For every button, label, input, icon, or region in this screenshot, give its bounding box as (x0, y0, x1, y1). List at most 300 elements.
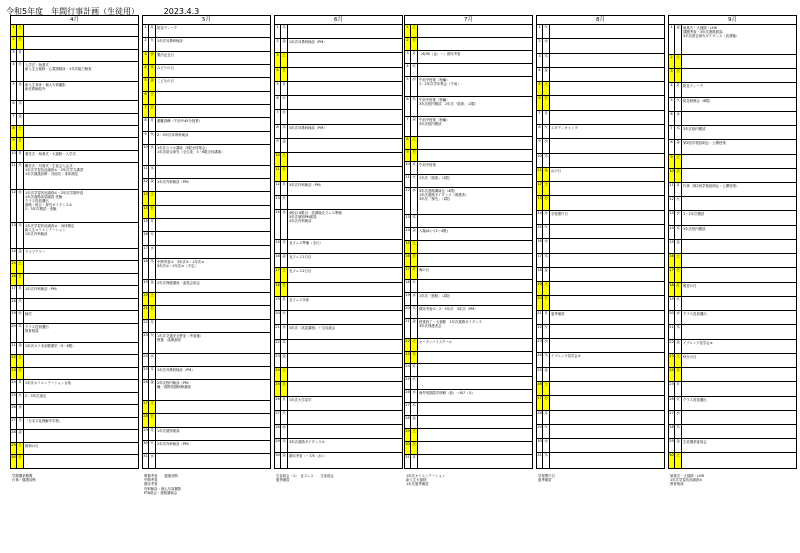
day-row (275, 53, 402, 67)
day-row (537, 453, 664, 467)
event-text (550, 68, 664, 81)
day-row (405, 117, 532, 137)
day-row (405, 175, 532, 188)
day-number: 1 (537, 25, 543, 38)
day-row (405, 455, 532, 468)
weekday: 木 (17, 101, 24, 112)
event-text (550, 154, 664, 167)
day-number: 7 (537, 111, 543, 124)
event-text: 防災ウィーク (683, 84, 704, 89)
day-row (537, 368, 664, 382)
event-text (288, 25, 402, 38)
weekday: 日 (281, 382, 288, 395)
weekday: 土 (149, 401, 156, 413)
event-text (682, 368, 796, 381)
day-number: 17 (11, 286, 17, 297)
day-number: 20 (537, 296, 543, 309)
day-row (275, 182, 402, 196)
day-row (669, 197, 796, 211)
day-row (143, 354, 270, 367)
day-row (11, 114, 138, 126)
event-text: 3年次内科検診（PM） (289, 182, 324, 187)
day-number: 7 (143, 105, 149, 117)
day-number: 12 (143, 179, 149, 191)
day-row (143, 259, 270, 280)
weekday: 土 (675, 55, 682, 68)
day-row (11, 368, 138, 380)
day-row (275, 139, 402, 153)
day-row (143, 414, 270, 427)
day-number: 10 (405, 162, 411, 174)
day-number: 8 (405, 137, 411, 149)
day-number: 2 (537, 39, 543, 52)
weekday: 木 (675, 325, 682, 338)
day-row (405, 228, 532, 241)
weekday: 木 (281, 340, 288, 353)
day-number: 15 (669, 240, 675, 253)
day-number: 26 (11, 405, 17, 416)
weekday: 木 (281, 240, 288, 253)
weekday: 月 (543, 311, 550, 324)
day-number: 23 (669, 354, 675, 367)
event-text (682, 55, 796, 68)
day-row (11, 380, 138, 392)
event-text: 中間考査① 3年次①・1年次② 3年次①・2年次②（予定） (157, 259, 205, 268)
weekday: 水 (281, 110, 288, 123)
day-number: 4 (537, 68, 543, 81)
day-row (143, 246, 270, 259)
weekday: 木 (543, 254, 550, 267)
event-text (418, 403, 532, 415)
weekday: 土 (149, 192, 156, 204)
event-text (418, 352, 532, 364)
weekday: 月 (543, 411, 550, 424)
weekday: 月 (17, 286, 24, 297)
day-row (669, 126, 796, 140)
day-number: 3 (275, 53, 281, 66)
weekday: 金 (281, 354, 288, 367)
day-number: 21 (669, 325, 675, 338)
day-number: 11 (405, 175, 411, 187)
weekday: 木 (411, 403, 418, 415)
event-text (550, 239, 664, 252)
weekday: 水 (543, 439, 550, 452)
weekday: 金 (17, 249, 24, 260)
event-text (288, 167, 402, 180)
day-number: 18 (537, 268, 543, 281)
event-text: 1年次交通安全教室（考査後） 教養 成績説明 (157, 333, 204, 342)
weekday: 水 (17, 190, 24, 222)
day-number: 16 (275, 254, 281, 267)
day-number: 27 (143, 401, 149, 413)
day-row (669, 268, 796, 282)
weekday: 水 (149, 52, 156, 64)
day-number: 15 (11, 261, 17, 272)
day-number: 6 (275, 96, 281, 109)
month-column (142, 15, 271, 469)
day-row (275, 240, 402, 254)
day-row (11, 50, 138, 62)
day-number: 25 (405, 377, 411, 389)
day-number: 11 (275, 167, 281, 180)
event-text (288, 411, 402, 424)
event-text (156, 414, 270, 426)
day-number: 29 (405, 429, 411, 441)
day-number: 7 (275, 110, 281, 123)
day-number: 29 (669, 439, 675, 452)
day-number: 15 (143, 219, 149, 231)
event-text (156, 246, 270, 258)
day-row (669, 311, 796, 325)
day-row (11, 443, 138, 455)
day-number: 28 (405, 416, 411, 428)
weekday: 金 (543, 268, 550, 281)
weekday: 月 (149, 320, 156, 332)
day-number: 15 (405, 241, 411, 253)
event-text: スタディキャンプ (551, 125, 578, 130)
day-row (11, 163, 138, 189)
day-row (275, 96, 402, 110)
weekday: 水 (411, 77, 418, 96)
weekday: 日 (17, 274, 24, 285)
day-row (143, 380, 270, 401)
day-row (143, 65, 270, 78)
weekday: 金 (543, 168, 550, 181)
event-text: 2年次保健講座・委員会総会 (157, 280, 200, 285)
day-number: 11 (11, 163, 17, 188)
weekday: 日 (543, 296, 550, 309)
weekday: 月 (149, 428, 156, 440)
day-number: 16 (143, 232, 149, 244)
event-text: 期末考査（～7/5（水）） (289, 454, 327, 459)
day-row (537, 425, 664, 439)
day-number: 24 (11, 380, 17, 391)
day-row (537, 382, 664, 396)
event-text (288, 153, 402, 166)
day-row (275, 254, 402, 268)
event-text (156, 219, 270, 231)
event-text (156, 320, 270, 332)
day-row (537, 68, 664, 82)
event-text (682, 325, 796, 338)
weekday: 土 (675, 155, 682, 168)
day-row (275, 39, 402, 53)
day-row (669, 140, 796, 154)
weekday: 木 (675, 126, 682, 139)
weekday: 火 (281, 96, 288, 109)
day-number: 22 (405, 339, 411, 351)
day-row (537, 154, 664, 168)
weekday: 日 (17, 455, 24, 467)
day-number: 25 (11, 393, 17, 404)
day-row (11, 355, 138, 367)
event-text: 海の日 (419, 268, 430, 273)
day-row (405, 403, 532, 416)
day-number: 21 (405, 319, 411, 338)
weekday: 木 (411, 306, 418, 318)
event-text (682, 453, 796, 467)
day-number: 13 (11, 223, 17, 248)
day-number: 28 (537, 411, 543, 424)
event-text (550, 268, 664, 281)
event-text (550, 396, 664, 409)
day-number: 12 (669, 197, 675, 210)
weekday: 日 (411, 38, 418, 50)
day-number: 17 (537, 254, 543, 267)
day-number: 20 (669, 311, 675, 324)
weekday: 火 (411, 175, 418, 187)
event-text (24, 355, 138, 366)
weekday: 日 (543, 96, 550, 109)
month-column (536, 15, 665, 469)
day-number: 2 (11, 37, 17, 48)
weekday: 木 (17, 223, 24, 248)
day-row (669, 55, 796, 69)
day-number: 19 (537, 282, 543, 295)
day-row (143, 166, 270, 179)
day-number: 23 (537, 339, 543, 352)
day-number: 24 (669, 368, 675, 381)
day-row (537, 39, 664, 53)
weekday: 火 (17, 299, 24, 310)
event-text (550, 368, 664, 381)
day-number: 25 (537, 368, 543, 381)
event-text (288, 354, 402, 367)
day-number: 3 (537, 54, 543, 67)
event-text (288, 196, 402, 209)
event-text (418, 364, 532, 376)
day-number: 9 (669, 155, 675, 168)
day-number: 4 (405, 64, 411, 76)
day-row (275, 153, 402, 167)
weekday: 土 (17, 126, 24, 137)
day-row (275, 439, 402, 453)
day-number: 20 (143, 293, 149, 305)
day-row (669, 283, 796, 297)
day-number: 30 (11, 455, 17, 467)
weekday: 火 (17, 62, 24, 80)
day-number: 4 (11, 62, 17, 80)
day-number: 4 (143, 65, 149, 77)
day-row (669, 453, 796, 467)
event-text (550, 411, 664, 424)
event-text (156, 92, 270, 104)
event-text (24, 261, 138, 272)
weekday: 水 (17, 405, 24, 416)
weekday: 月 (411, 162, 418, 174)
day-number: 9 (143, 132, 149, 144)
month-column (274, 15, 403, 469)
weekday: 日 (675, 268, 682, 281)
day-number: 5 (537, 82, 543, 95)
day-number: 8 (11, 126, 17, 137)
day-row (405, 319, 532, 339)
day-number: 28 (11, 430, 17, 441)
event-text: 昭和の日 (25, 443, 39, 448)
event-text (418, 416, 532, 428)
event-text (288, 311, 402, 324)
month-column (668, 15, 797, 469)
day-number: 29 (275, 439, 281, 452)
weekday: 火 (543, 225, 550, 238)
event-text (24, 405, 138, 416)
day-row (669, 297, 796, 311)
day-number: 16 (11, 274, 17, 285)
weekday: 土 (411, 429, 418, 441)
event-text: 敬老の日 (683, 283, 697, 288)
event-text: 1年次内科検診（PM） (25, 287, 60, 292)
day-number: 18 (11, 299, 17, 310)
day-row (405, 51, 532, 64)
footer-note: 生徒総会（1） 北フェス 生徒総会 夏季補習 (276, 474, 334, 483)
issue-date: 2023.4.3 (163, 7, 200, 16)
day-number: 5 (11, 82, 17, 100)
weekday: 土 (543, 282, 550, 295)
day-number: 2 (275, 39, 281, 52)
day-number: 8 (143, 118, 149, 130)
day-row (275, 210, 402, 240)
weekday: 金 (675, 25, 682, 54)
weekday: 月 (675, 283, 682, 296)
day-row (537, 196, 664, 210)
weekday: 火 (149, 132, 156, 144)
event-text: 3年次校内模試 (683, 127, 706, 132)
day-row (537, 296, 664, 310)
day-number: 27 (275, 411, 281, 424)
day-row (275, 382, 402, 396)
day-number: 9 (537, 139, 543, 152)
day-row (11, 343, 138, 355)
weekday: 火 (543, 425, 550, 438)
day-number: 26 (537, 382, 543, 395)
month-header: 9月 (669, 16, 796, 25)
weekday: 木 (675, 226, 682, 239)
day-row (405, 280, 532, 293)
weekday: 水 (149, 454, 156, 467)
event-text: 北フェス2日目 (289, 269, 312, 274)
weekday: 月 (411, 267, 418, 279)
day-number: 29 (537, 425, 543, 438)
day-number: 22 (537, 325, 543, 338)
day-number: 2 (405, 38, 411, 50)
event-text: クラス役員選出 教育相談 (25, 324, 49, 333)
event-text (550, 325, 664, 338)
day-number: 1 (669, 25, 675, 54)
day-row (275, 397, 402, 411)
day-row (537, 439, 664, 453)
day-row (405, 137, 532, 150)
weekday: 日 (17, 138, 24, 149)
day-number: 30 (669, 453, 675, 467)
day-row (143, 232, 270, 245)
day-number: 23 (405, 352, 411, 364)
day-number: 3 (669, 69, 675, 82)
day-row (143, 320, 270, 333)
day-number: 6 (11, 101, 17, 112)
day-number: 28 (669, 425, 675, 438)
day-row (405, 377, 532, 390)
day-row (669, 397, 796, 411)
event-text (682, 268, 796, 281)
weekday: 金 (281, 139, 288, 152)
event-text (156, 354, 270, 366)
day-number: 28 (143, 414, 149, 426)
event-text: 3年次進路ガイダンス① (289, 440, 325, 445)
day-row (11, 223, 138, 249)
day-row (537, 211, 664, 225)
weekday: 水 (543, 339, 550, 352)
day-number: 29 (143, 428, 149, 440)
day-row (275, 283, 402, 297)
footer-note: 1年次オリエンテーション 新入生大掃除 1年次夏季補習 (406, 474, 446, 487)
day-row (669, 69, 796, 83)
event-text (550, 182, 664, 195)
event-text (550, 296, 664, 309)
day-row (143, 306, 270, 319)
day-row (143, 367, 270, 380)
event-text: クラブアワー (25, 249, 46, 254)
weekday: 月 (149, 219, 156, 231)
day-row (537, 96, 664, 110)
day-row (143, 293, 270, 306)
event-text (156, 454, 270, 467)
weekday: 日 (149, 306, 156, 318)
weekday: 日 (543, 196, 550, 209)
event-text (682, 382, 796, 395)
month-header: 6月 (275, 16, 402, 25)
day-row (669, 169, 796, 183)
day-number: 30 (537, 439, 543, 452)
event-text (288, 110, 402, 123)
day-number: 21 (537, 311, 543, 324)
weekday: 日 (17, 37, 24, 48)
weekday: 火 (675, 297, 682, 310)
event-text (156, 192, 270, 204)
day-row (405, 64, 532, 77)
day-row (143, 132, 270, 145)
day-number: 3 (11, 50, 17, 61)
day-number: 23 (143, 333, 149, 353)
weekday: 土 (149, 293, 156, 305)
day-row (143, 206, 270, 219)
day-row (11, 324, 138, 343)
event-text (418, 150, 532, 162)
weekday: 日 (281, 167, 288, 180)
weekday: 土 (17, 355, 24, 366)
event-text (24, 455, 138, 467)
day-number: 21 (275, 325, 281, 338)
day-row (143, 92, 270, 105)
weekday: 金 (149, 280, 156, 292)
weekday: 土 (411, 25, 418, 37)
day-number: 30 (275, 453, 281, 467)
event-text: 期末考査①：2・3年次 3年次（PM） (419, 306, 478, 311)
day-number: 27 (669, 411, 675, 424)
event-text: 防災研修会（6限） (683, 98, 713, 103)
event-text: クラス役員選出 (683, 397, 707, 402)
event-text: 午前中授業（特編） 3年次校内模試 2年次「総探」（2限） (419, 97, 479, 106)
day-row (669, 83, 796, 97)
event-text: こどもの日 (157, 79, 174, 84)
day-row (537, 225, 664, 239)
day-row (537, 168, 664, 182)
weekday: 水 (675, 211, 682, 224)
event-text: 3年次進路講演会（4限） 1年次進路ガイダンス（保護者） 3年次「探究」（1限） (419, 189, 469, 202)
weekday: 土 (411, 339, 418, 351)
day-row (405, 162, 532, 175)
day-number: 31 (537, 453, 543, 467)
day-number: 9 (11, 138, 17, 149)
